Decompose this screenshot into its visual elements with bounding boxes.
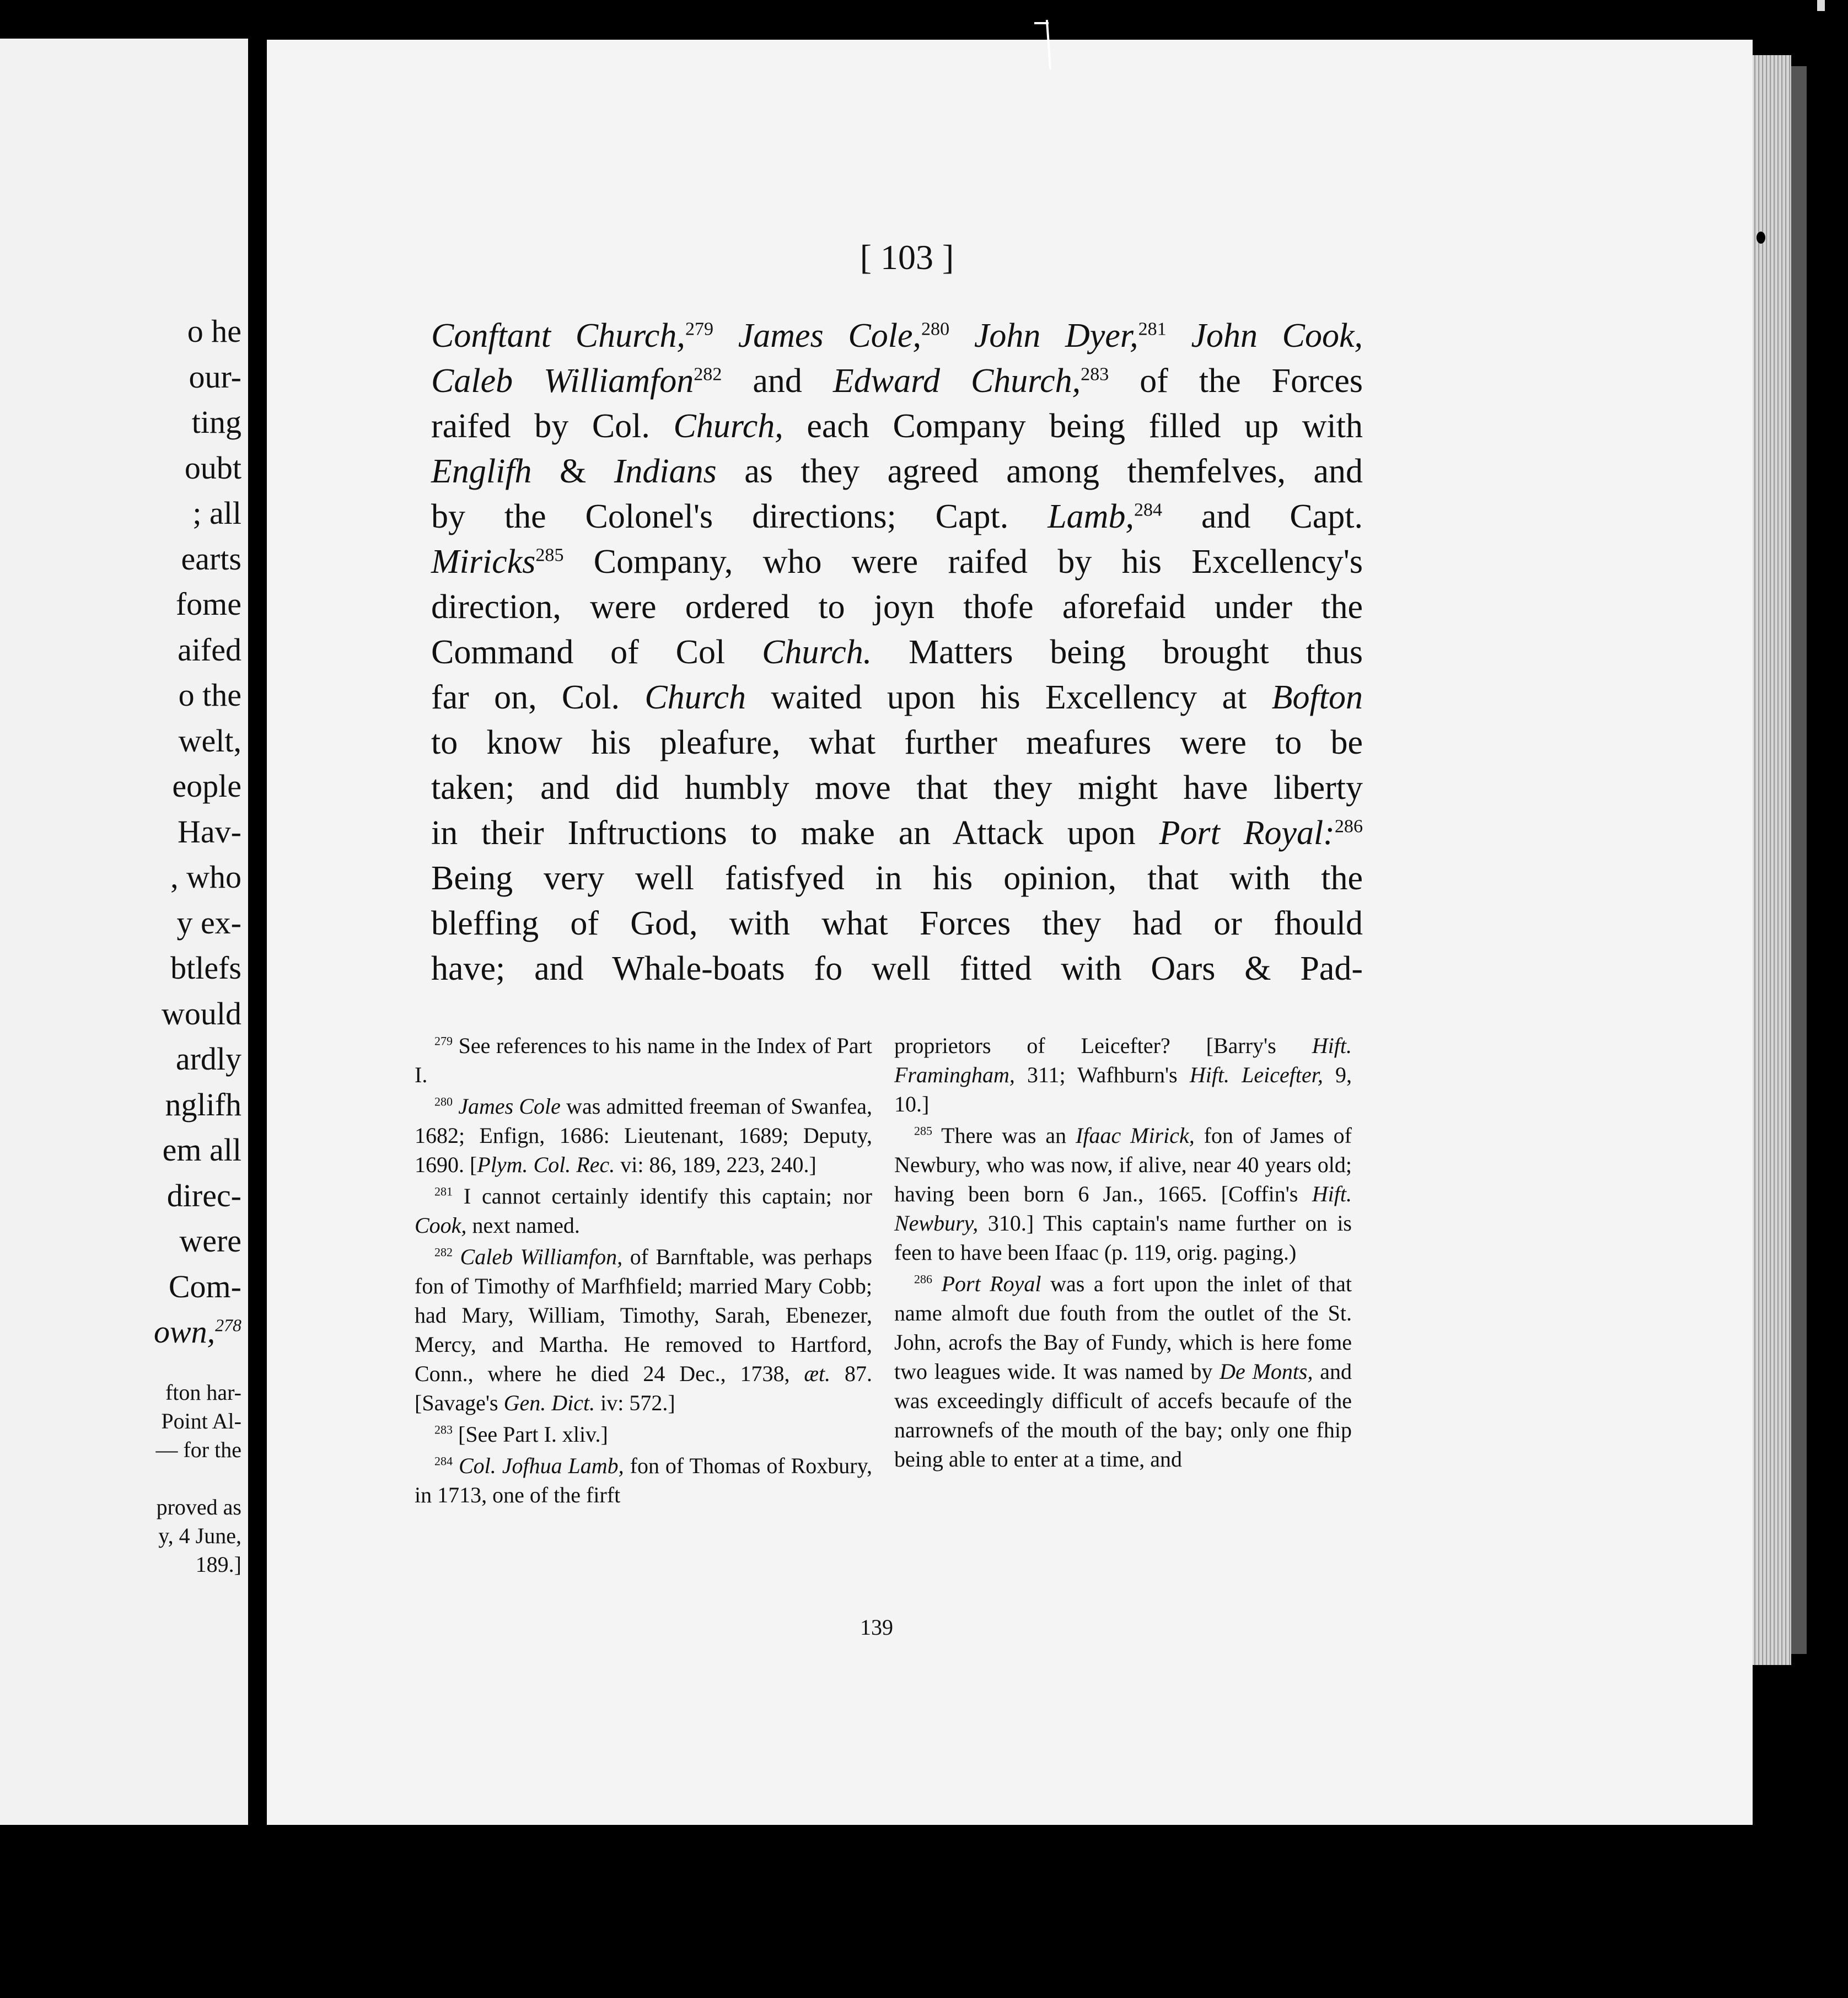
left-page-footnote-line: proved as bbox=[156, 1495, 241, 1519]
footnote-ref: 278 bbox=[215, 1315, 241, 1335]
text-run: There was an bbox=[932, 1123, 1076, 1148]
text-run: [See Part I. xliv.] bbox=[453, 1422, 608, 1447]
text-run: of the Forces bbox=[1109, 362, 1363, 400]
footnote bbox=[415, 1181, 872, 1240]
left-page-line: ting bbox=[191, 404, 241, 440]
text-run: bleffing of God, with what Forces they had or fhould bbox=[431, 905, 1363, 942]
left-page-line: em all bbox=[162, 1132, 241, 1168]
italic-run: Col. Jofhua Lamb, bbox=[458, 1453, 624, 1478]
italic-run: Miricks bbox=[431, 543, 536, 581]
italic-run: Church, bbox=[673, 407, 783, 445]
italic-run: Church. bbox=[762, 633, 872, 671]
main-text-line bbox=[431, 675, 1363, 720]
text-run: Command of Col bbox=[431, 633, 762, 671]
text-run: & bbox=[531, 453, 614, 490]
text-run: 311; Wafhburn's bbox=[1014, 1062, 1190, 1087]
left-page-line: btlefs bbox=[170, 950, 241, 986]
text-run bbox=[1167, 317, 1191, 355]
text-run bbox=[453, 1453, 459, 1478]
left-page-line: nglifh bbox=[165, 1086, 241, 1122]
left-page-line: welt, bbox=[178, 722, 241, 759]
main-text-line bbox=[431, 584, 1363, 630]
italic-run: Conftant Church, bbox=[431, 317, 685, 355]
left-page-line: fome bbox=[175, 586, 241, 622]
footnote-ref: 281 bbox=[1138, 319, 1167, 340]
left-page bbox=[0, 39, 248, 1825]
italic-run: Caleb Williamfon, bbox=[460, 1244, 623, 1269]
main-text-line bbox=[431, 810, 1363, 856]
main-text-line bbox=[431, 946, 1363, 991]
left-page-line: were bbox=[179, 1223, 241, 1259]
page-header: [ 103 ] bbox=[859, 238, 954, 277]
italic-run: Plym. Col. Rec. bbox=[477, 1152, 615, 1177]
text-run bbox=[949, 317, 974, 355]
footnote-ref: 279 bbox=[685, 319, 714, 340]
text-run: Matters being brought thus bbox=[872, 633, 1363, 671]
text-run: Company, who were raifed by his Excellency's bbox=[563, 543, 1363, 581]
text-run: See references to his name in the Index of Part I. bbox=[415, 1033, 872, 1087]
text-run: next named. bbox=[466, 1213, 580, 1238]
main-text-line bbox=[431, 494, 1363, 539]
text-run: vi: 86, 189, 223, 240.] bbox=[615, 1152, 816, 1177]
italic-run: Cook, bbox=[415, 1213, 467, 1238]
page-edges bbox=[1753, 55, 1791, 1665]
italic-run: De Monts, bbox=[1220, 1359, 1313, 1384]
text-run: I cannot certainly identify this captain; nor bbox=[453, 1184, 872, 1209]
left-page-footnote-line bbox=[11, 1464, 241, 1493]
text-run: and Capt. bbox=[1162, 498, 1363, 535]
text-run: of Barnftable, was perhaps fon of Timothy of Marfhfield; married Mary Cobb; had Mary, William, Timothy, Sarah, Ebenezer, Mercy, and Martha. He removed to Hartford, Conn., where he died 24 Dec., 1738, bbox=[415, 1244, 872, 1386]
footnote bbox=[415, 1031, 872, 1089]
italic-run: Caleb Williamfon bbox=[431, 362, 694, 400]
text-run: as they agreed among themfelves, and bbox=[716, 453, 1363, 490]
left-page-footnote-line: Point Al- bbox=[161, 1409, 241, 1433]
footnote-ref: 283 bbox=[1081, 364, 1109, 385]
footnote bbox=[894, 1031, 1352, 1119]
main-text-line bbox=[431, 856, 1363, 901]
text-run bbox=[453, 1094, 458, 1119]
footnote-ref: 285 bbox=[914, 1124, 932, 1138]
left-page-line: ardly bbox=[175, 1041, 241, 1077]
text-run: 9, 10.] bbox=[894, 1062, 1352, 1116]
text-run bbox=[453, 1244, 460, 1269]
main-text-line bbox=[431, 313, 1363, 358]
italic-run: Hift. Newbury, bbox=[894, 1181, 1352, 1236]
italic-run: Hift. Framingham, bbox=[894, 1033, 1352, 1087]
scan-artifact bbox=[1034, 22, 1049, 24]
text-run: 310.] This captain's name further on is feen to have been Ifaac (p. 119, orig. paging.) bbox=[894, 1211, 1352, 1265]
italic-run: Edward Church, bbox=[832, 362, 1081, 400]
italic-run: Englifh bbox=[431, 453, 532, 490]
left-page-line: would bbox=[162, 995, 241, 1032]
footnote-ref: 280 bbox=[921, 319, 950, 340]
text-run: have; and Whale-boats fo well fitted with Oars & Pad- bbox=[431, 950, 1363, 987]
left-page-footnote-line: y, 4 June, bbox=[158, 1523, 241, 1548]
page-number: 139 bbox=[860, 1615, 893, 1640]
main-text-line bbox=[431, 404, 1363, 449]
left-page-line: own,$^{278}$ bbox=[153, 1314, 241, 1350]
italic-run: Indians bbox=[614, 453, 717, 490]
footnote-ref: 279 bbox=[434, 1034, 453, 1048]
text-run: was a fort upon the inlet of that name almoft due fouth from the outlet of the St. John, acrofs the Bay of Fundy, which is here fome two leagues wide. It was named by bbox=[894, 1271, 1352, 1384]
text-run: taken; and did humbly move that they might have liberty bbox=[431, 769, 1363, 807]
italic-run: Gen. Dict. bbox=[503, 1390, 595, 1415]
left-page-text bbox=[11, 309, 248, 1355]
footnotes-right-column bbox=[894, 1031, 1352, 1476]
italic-run: Church bbox=[644, 679, 746, 716]
footnote bbox=[415, 1092, 872, 1179]
italic-run: Bofton bbox=[1271, 679, 1363, 716]
footnote bbox=[894, 1121, 1352, 1267]
left-page-footnotes bbox=[11, 1378, 248, 1579]
left-page-footnote-line: 189.] bbox=[195, 1552, 241, 1577]
footnote bbox=[415, 1242, 872, 1417]
left-page-footnote-line: — for the bbox=[155, 1437, 241, 1462]
text-run: iv: 572.] bbox=[595, 1390, 675, 1415]
footnote-ref: 283 bbox=[434, 1422, 453, 1437]
italic-run: James Cole bbox=[458, 1094, 561, 1119]
italic-run: James Cole, bbox=[738, 317, 921, 355]
footnote bbox=[415, 1420, 872, 1449]
footnote-ref: 286 bbox=[914, 1272, 932, 1286]
left-page-line: Com- bbox=[168, 1268, 241, 1304]
main-text-line bbox=[431, 901, 1363, 946]
text-run: proprietors of Leicefter? [Barry's bbox=[894, 1033, 1312, 1058]
footnote-ref: 280 bbox=[434, 1094, 453, 1109]
italic-run: Port Royal bbox=[941, 1271, 1041, 1296]
text-run: each Company being filled up with bbox=[783, 407, 1363, 445]
footnote-ref: 282 bbox=[434, 1245, 453, 1259]
left-page-line: o the bbox=[178, 677, 241, 713]
left-page-line: Hav- bbox=[178, 813, 241, 850]
left-page-line: eople bbox=[172, 768, 241, 804]
text-run: raifed by Col. bbox=[431, 407, 674, 445]
italic-run: John Cook, bbox=[1191, 317, 1363, 355]
left-page-line: ; all bbox=[192, 495, 241, 531]
left-page-line: y ex- bbox=[176, 904, 241, 941]
left-page-footnote-line: fton har- bbox=[165, 1380, 241, 1405]
footnote-ref: 285 bbox=[535, 545, 564, 566]
italic-run: John Dyer, bbox=[974, 317, 1138, 355]
text-run: fon of Thomas of Roxbury, in 1713, one of the firft bbox=[415, 1453, 872, 1507]
main-text-line bbox=[431, 765, 1363, 810]
text-run: to know his pleafure, what further meafures were to be bbox=[431, 724, 1363, 761]
italic-run: Hift. Leicefter, bbox=[1189, 1062, 1323, 1087]
main-text-line bbox=[431, 358, 1363, 404]
text-run: waited upon his Excellency at bbox=[746, 679, 1272, 716]
page-edges-shadow bbox=[1791, 66, 1807, 1654]
text-run: direction, were ordered to joyn thofe aforefaid under the bbox=[431, 588, 1363, 626]
italic-run: Port Royal: bbox=[1159, 814, 1335, 852]
text-run: and was exceedingly difficult of accefs becaufe of the narrownefs of the mouth of the bay; only one fhip being able to enter at a time, and bbox=[894, 1359, 1352, 1471]
footnote-ref: 284 bbox=[434, 1454, 453, 1468]
footnote-ref: 282 bbox=[694, 364, 722, 385]
footnote-ref: 284 bbox=[1133, 500, 1163, 520]
left-page-line: , who bbox=[170, 859, 241, 895]
text-run bbox=[713, 317, 738, 355]
text-run: was admitted freeman of Swanfea, 1682; Enfign, 1686: Lieutenant, 1689; Deputy, 1690. [ bbox=[415, 1094, 873, 1177]
text-run: in their Inftructions to make an Attack upon bbox=[431, 814, 1159, 852]
main-text-line bbox=[431, 630, 1363, 675]
edge-mark bbox=[1756, 232, 1765, 244]
footnote-ref: 281 bbox=[434, 1184, 453, 1199]
footnote bbox=[894, 1269, 1352, 1474]
footnote-ref: 286 bbox=[1334, 816, 1363, 837]
left-page-line: oubt bbox=[184, 449, 241, 486]
left-page-line: o he bbox=[187, 313, 241, 349]
main-text-line bbox=[431, 720, 1363, 765]
main-text bbox=[431, 313, 1363, 991]
text-run: fon of James of Newbury, who was now, if alive, near 40 years old; having been born 6 Jan., 1665. [Coffin's bbox=[894, 1123, 1352, 1206]
footnote bbox=[415, 1451, 872, 1510]
text-run bbox=[932, 1271, 942, 1296]
text-run: by the Colonel's directions; Capt. bbox=[431, 498, 1048, 535]
left-page-line: aifed bbox=[178, 631, 241, 668]
text-run: Being very well fatisfyed in his opinion, that with the bbox=[431, 860, 1363, 897]
text-run: 87. [Savage's bbox=[415, 1361, 872, 1415]
book-spine bbox=[248, 39, 267, 1825]
left-page-line: our- bbox=[189, 358, 241, 395]
footnotes-left-column bbox=[415, 1031, 872, 1512]
text-run: and bbox=[722, 362, 833, 400]
italic-run: æt. bbox=[804, 1361, 831, 1386]
corner-mark bbox=[1817, 0, 1825, 11]
left-page-line: direc- bbox=[166, 1177, 241, 1213]
main-text-line bbox=[431, 539, 1363, 584]
italic-run: Ifaac Mirick, bbox=[1076, 1123, 1195, 1148]
main-text-line bbox=[431, 449, 1363, 494]
italic-run: Lamb, bbox=[1047, 498, 1134, 535]
left-page-line: earts bbox=[181, 540, 241, 577]
text-run: far on, Col. bbox=[431, 679, 645, 716]
